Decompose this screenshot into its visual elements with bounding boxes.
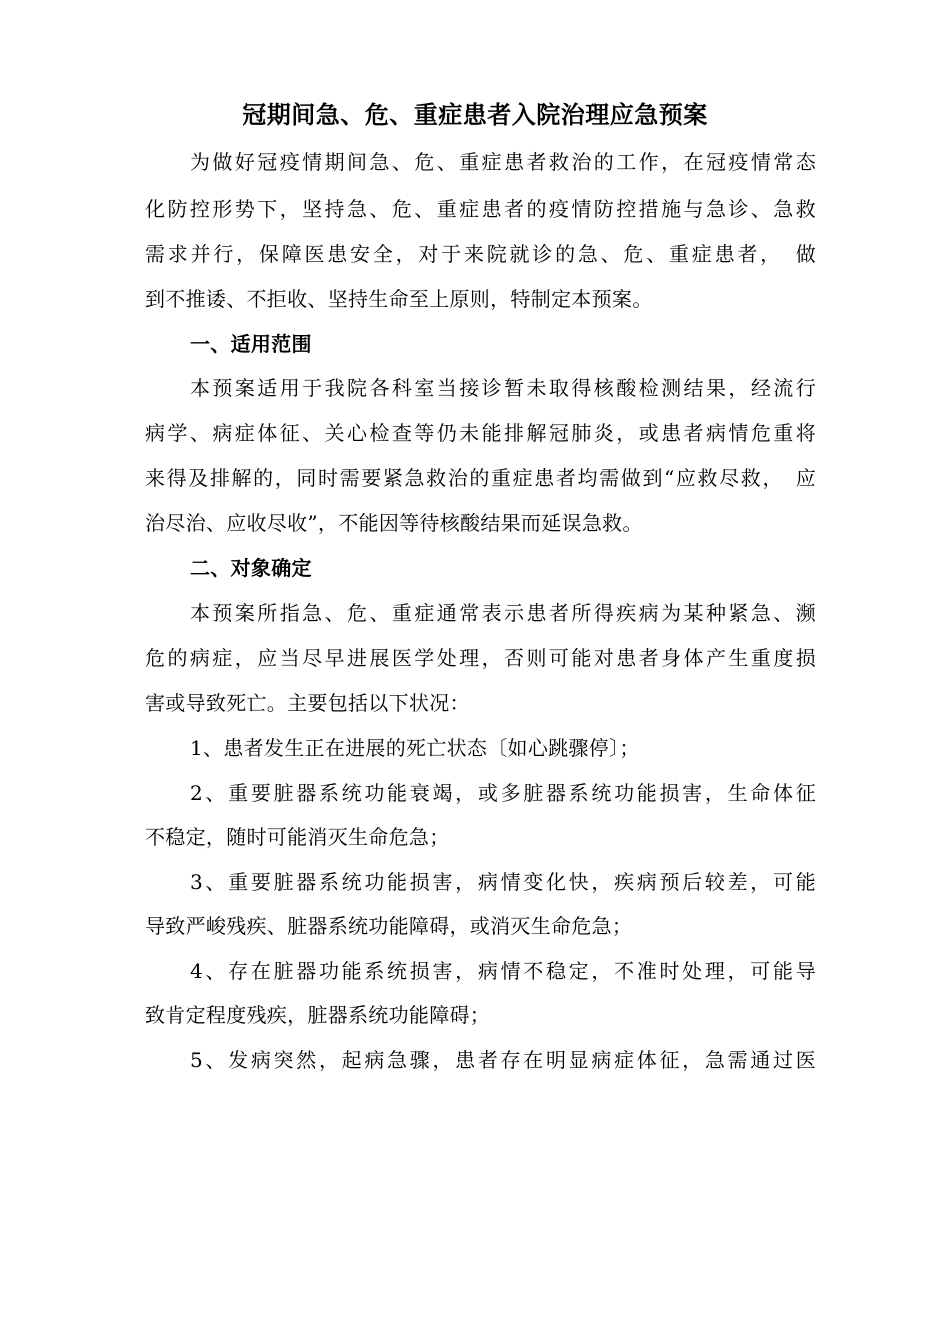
section1-line-4: 治尽治、应收尽收”，不能因等待核酸结果而延误急救。 (145, 511, 643, 535)
section1-line-3: 来得及排解的，同时需要紧急救治的重症患者均需做到“应救尽救， 应 (145, 466, 816, 490)
list-item-5-line-1: 5、发病突然，起病急骤，患者存在明显病症体征，急需通过医 (190, 1048, 816, 1072)
document-title: 冠期间急、危、重症患者入院治理应急预案 (242, 100, 708, 129)
section1-heading: 一、适用范围 (190, 332, 312, 356)
section2-heading: 二、对象确定 (190, 556, 312, 580)
list-item-4-line-2: 致肯定程度残疾，脏器系统功能障碍； (145, 1003, 491, 1027)
section2-line-2: 危的病症，应当尽早进展医学处理，否则可能对患者身体产生重度损 (145, 646, 816, 670)
section1-line-2: 病学、病症体征、关心检查等仍未能排解冠肺炎，或患者病情危重将 (145, 421, 816, 445)
list-item-1-line-1: 1、患者发生正在进展的死亡状态〔如心跳骤停〕； (190, 736, 640, 760)
intro-line-4: 到不推诿、不拒收、坚持生命至上原则，特制定本预案。 (145, 287, 653, 311)
list-item-3-line-2: 导致严峻残疾、脏器系统功能障碍，或消灭生命危急； (145, 914, 633, 938)
intro-line-3: 需求并行，保障医患安全，对于来院就诊的急、危、重症患者， 做 (145, 242, 816, 266)
list-item-2-line-1: 2、重要脏器系统功能衰竭，或多脏器系统功能损害，生命体征 (190, 781, 816, 805)
list-item-3-line-1: 3、重要脏器系统功能损害，病情变化快，疾病预后较差，可能 (190, 870, 816, 894)
intro-line-2: 化防控形势下，坚持急、危、重症患者的疫情防控措施与急诊、急救 (145, 197, 816, 221)
list-item-2-line-2: 不稳定，随时可能消灭生命危急； (145, 825, 450, 849)
intro-line-1: 为做好冠疫情期间急、危、重症患者救治的工作，在冠疫情常态 (190, 150, 816, 174)
section2-line-3: 害或导致死亡。主要包括以下状况： (145, 691, 470, 715)
section2-line-1: 本预案所指急、危、重症通常表示患者所得疾病为某种紧急、濒 (190, 601, 816, 625)
list-item-4-line-1: 4、存在脏器功能系统损害，病情不稳定，不准时处理，可能导 (190, 959, 816, 983)
section1-line-1: 本预案适用于我院各科室当接诊暂未取得核酸检测结果，经流行 (190, 376, 816, 400)
